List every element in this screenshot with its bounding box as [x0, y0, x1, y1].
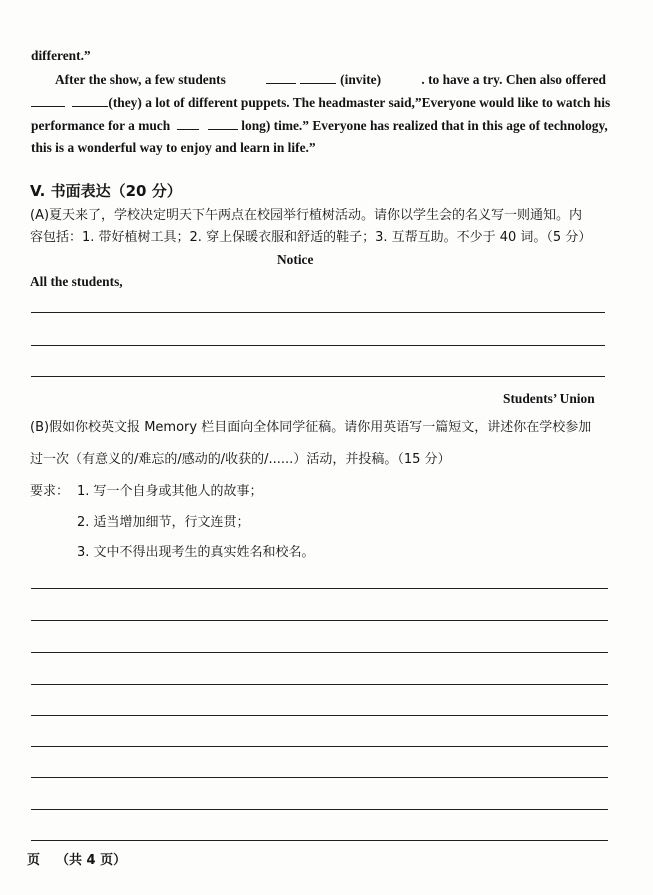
- essay-writing-line[interactable]: [31, 588, 608, 589]
- passage-line-2-rest: a lot of different puppets. The headmaster said,”Everyone would like to watch his: [145, 95, 611, 110]
- hint-invite: (invite): [340, 72, 382, 87]
- notice-writing-line[interactable]: [31, 376, 605, 377]
- part-b-prompt-line-1: (B)假如你校英文报 Memory 栏目面向全体同学征稿。请你用英语写一篇短文，讲述你在学校参加: [30, 420, 592, 435]
- essay-writing-line[interactable]: [31, 684, 608, 685]
- section-heading-text: V. 书面表达（20 分）: [30, 182, 182, 200]
- part-b-prompt-line-2: 过一次（有意义的/难忘的/感动的/收获的/......）活动，并投稿。（15 分）: [30, 452, 451, 467]
- essay-writing-line[interactable]: [31, 840, 608, 841]
- blank-invite[interactable]: [266, 71, 381, 88]
- blank-invite-part-a[interactable]: [266, 71, 296, 84]
- footer-total-pages: （共 4 页）: [56, 853, 127, 868]
- essay-writing-line[interactable]: [31, 777, 608, 778]
- blank-long-part-a[interactable]: [177, 117, 199, 130]
- notice-salutation: All the students,: [30, 274, 123, 289]
- passage-line-1-rest: . to have a try. Chen also offered: [421, 72, 606, 87]
- requirement-1: 1. 写一个自身或其他人的故事；: [77, 484, 263, 499]
- essay-writing-line[interactable]: [31, 620, 608, 621]
- passage-line-0: different.”: [31, 48, 91, 63]
- essay-writing-line[interactable]: [31, 746, 608, 747]
- passage-line-1: [55, 71, 606, 88]
- blank-invite-part-b[interactable]: [300, 71, 336, 84]
- passage-line-3-rest: Everyone has realized that in this age of technology,: [312, 118, 608, 133]
- requirements-label: 要求：: [30, 484, 70, 499]
- passage-line-3-lead: performance for a much: [31, 118, 171, 133]
- requirement-2: 2. 适当增加细节，行文连贯；: [77, 515, 250, 530]
- blank-long-part-b[interactable]: [208, 117, 238, 130]
- notice-signature: Students’ Union: [503, 391, 595, 406]
- passage-line-2: [31, 94, 611, 111]
- essay-writing-line[interactable]: [31, 809, 608, 810]
- passage-line-1-lead: After the show, a few students: [55, 72, 226, 87]
- notice-title: Notice: [277, 252, 314, 267]
- blank-they-part-a[interactable]: [31, 94, 65, 107]
- essay-writing-line[interactable]: [31, 715, 608, 716]
- passage-line-3: [31, 117, 609, 134]
- hint-they: (they): [108, 95, 142, 110]
- passage-line-4: this is a wonderful way to enjoy and learn in life.”: [31, 140, 316, 155]
- section-heading: [30, 183, 182, 201]
- blank-they-part-b[interactable]: [72, 94, 108, 107]
- notice-writing-line[interactable]: [31, 345, 605, 346]
- hint-long: long) time.”: [241, 118, 309, 133]
- notice-writing-line[interactable]: [31, 312, 605, 313]
- essay-writing-line[interactable]: [31, 652, 608, 653]
- part-a-prompt-line-1: (A)夏天来了，学校决定明天下午两点在校园举行植树活动。请你以学生会的名义写一则通知。内: [30, 208, 583, 223]
- footer-page-label: 页: [27, 853, 41, 868]
- requirement-3: 3. 文中不得出现考生的真实姓名和校名。: [77, 545, 315, 560]
- part-a-prompt-line-2: 容包括：1. 带好植树工具；2. 穿上保暖衣服和舒适的鞋子；3. 互帮互助。不少于 40 词。（5 分）: [30, 230, 592, 245]
